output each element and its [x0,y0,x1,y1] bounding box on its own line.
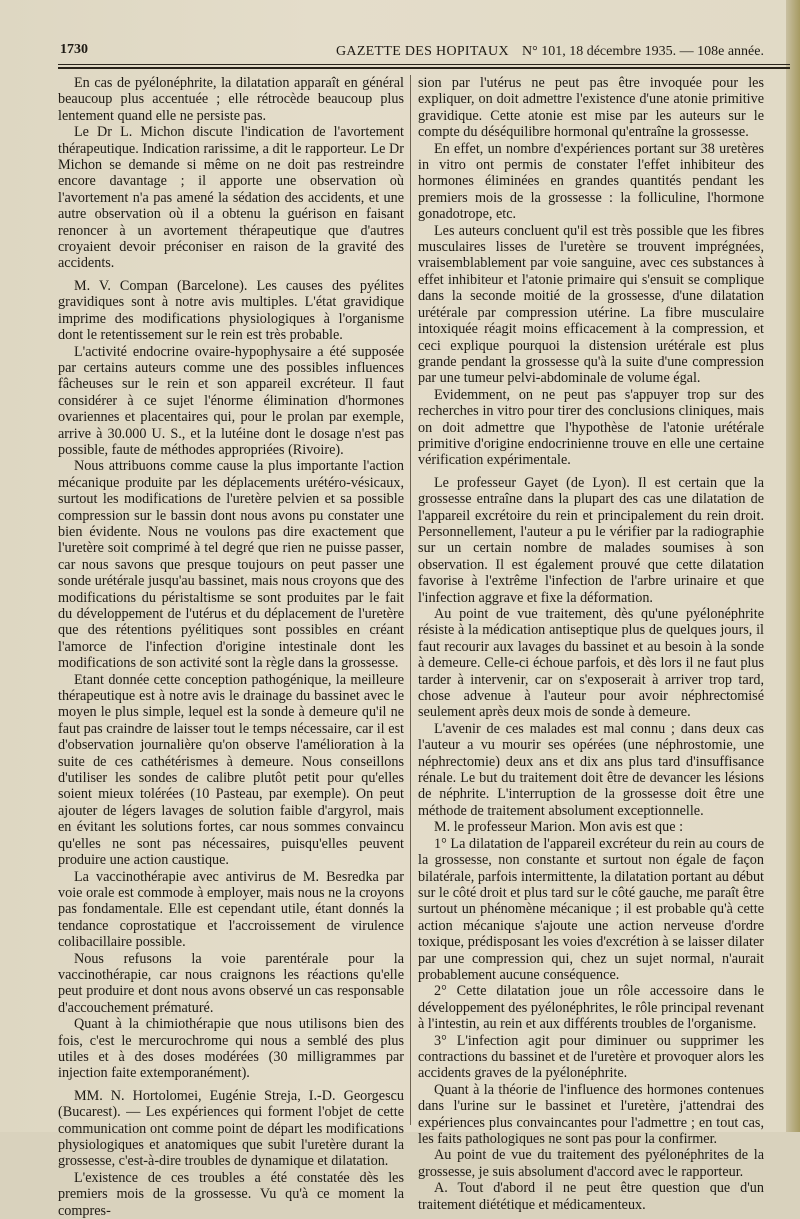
paragraph: La vaccinothérapie avec antivirus de M. Besredka par voie orale est commode à employer, mais nous ne la croyons pas fondamentale. Elle est cependant utile, étant donnés la tendance coprostatique et l'accroissement de virulence colibacillaire possible. [58,868,404,951]
paragraph: Nous refusons la voie parentérale pour la vaccinothérapie, car nous craignons les réactions qu'elle peut produire et dont nous avons observé un cas responsable d'accouchement prématuré. [58,950,404,1016]
paragraph: Au point de vue traitement, dès qu'une pyélonéphrite résiste à la médication antiseptique plus de quelques jours, il faut recourir aux lavages du bassinet et au besoin à la sonde à demeure. Celle-ci échoue parfois, et dès lors il ne faut plus tarder à intervenir, car on s'exposerait à arriver trop tard, chose advenue à l'auteur pour avoir néphrectomisé seulement après deux mois de sonde à demeure. [418,606,764,721]
paragraph: M. le professeur Marion. Mon avis est que : [434,819,684,836]
page-header [58,42,790,64]
paragraph: A. Tout d'abord il ne peut être question que d'un traitement diététique et médicamenteux. [418,1180,764,1213]
header-rule-thick [58,67,790,69]
page-number: 1730 [60,42,88,57]
paragraph: Quant à la théorie de l'influence des hormones contenues dans l'urine sur le bassinet et l'uretère, j'attendrai des expériences plus convaincantes pour l'admettre ; en tout cas, les faits pathologiques ne sont pas pour la confirmer. [418,1081,764,1147]
paragraph: 2° Cette dilatation joue un rôle accessoire dans le développement des pyélonéphrites, le rôle principal revenant à l'intestin, au rein et aux différents troubles de l'organisme. [418,983,764,1033]
paragraph: L'activité endocrine ovaire-hypophysaire a été supposée par certains auteurs comme une des possibles influences fâcheuses sur le rein et son appareil excréteur. Il faut considérer à ce sujet l'énorme élimination d'hormones ovariennes et placentaires qui, pour le prolan par exemple, arrive à 30.000 U. S., et la lutéine dont le dosage n'est pas possible, faute de méthodes appropriées (Rivoire). [58,343,404,458]
paragraph: En effet, un nombre d'expériences portant sur 38 uretères in vitro ont permis de constater l'effet inhibiteur des hormones éliminées en grandes quantités pendant les premiers mois de la grossesse : la folliculine, l'hormone gonadotrope, etc. [418,140,764,223]
paragraph: En cas de pyélonéphrite, la dilatation apparaît en général beaucoup plus accentuée ; elle rétrocède beaucoup plus lentement quand elle ne persiste pas. [58,75,404,124]
paragraph: sion par l'utérus ne peut pas être invoquée pour les expliquer, on doit admettre l'existence d'une atonie primitive gravidique. Cette atonie est mise par les auteurs sur le compte du déséquilibre hormonal qu'entraîne la grossesse. [418,75,764,141]
paragraph: 1° La dilatation de l'appareil excréteur du rein au cours de la grossesse, non constante et surtout non égale de façon bilatérale, parfois intermittente, la dilatation portant au début sur le côté droit et plus tard sur le côté gauche, me paraît être surtout un phénomène mécanique ; il est probable qu'à cette action mécanique s'ajoute une action nerveuse d'ordre toxique, prédisposant les voies d'excrétion à se laisser dilater par une compression qui, chez un sujet normal, n'aurait probablement aucune conséquence. [418,835,764,983]
journal-title: GAZETTE DES HOPITAUX [336,44,509,59]
paragraph: Au point de vue du traitement des pyélonéphrites de la grossesse, je suis absolument d'accord avec le rapporteur. [418,1147,764,1180]
paragraph: Quant à la chimiothérapie que nous utilisons bien des fois, c'est le mercurochrome qui nous a semblé des plus utiles et à des doses modérées (30 milligrammes par injection faite extemporanément). [58,1016,404,1082]
paragraph: Evidemment, on ne peut pas s'appuyer trop sur des recherches in vitro pour tirer des conclusions cliniques, mais on doit admettre que l'hypothèse de l'atonie urétérale primitive d'origine endocrinienne trouve en elle une certaine vérification expérimentale. [418,386,764,469]
paragraph: Le professeur Gayet (de Lyon). Il est certain que la grossesse entraîne dans la plupart des cas une dilatation de l'appareil excrétoire du rein et principalement du rein droit. Personnellement, l'auteur a pu le vérifier par la radiographie sur un certain nombre de malades soumises à son observation. Il est également prouvé que cette dilatation favorise à l'extrême l'infection de l'arbre urinaire et que l'infection aggrave et fixe la déformation. [418,474,764,606]
paragraph: MM. N. Hortolomei, Eugénie Streja, I.-D. Georgescu (Bucarest). — Les expériences qui forment l'objet de cette communication ont comme point de départ les modifications physiologiques et anatomiques que subit l'uretère durant la grossesse, c'est-à-dire troubles de dynamique et dilatation. [58,1087,404,1170]
paragraph: Nous attribuons comme cause la plus importante l'action mécanique produite par les déplacements urétéro-vésicaux, surtout les modifications de l'uretère pelvien et sa possible compression sur le bassin dont nous avons pu constater une bien évidente. Nous ne voulons pas dire exactement que l'uretère soit comprimé à tel degré que rien ne puisse passer, car nous savons que presque toujours on peut passer une sonde urétérale jusqu'au bassinet, mais nous croyons que des modifications du péristaltisme se sont produites par le fait du développement de l'utérus et du déplacement de l'uretère que des rétentions pyélitiques sont possibles en créant l'amorce de l'infection d'origine intestinale dont les modifications de son activité sont la règle dans la grossesse. [58,458,404,672]
right-column [418,75,764,1213]
paragraph: Etant donnée cette conception pathogénique, la meilleure thérapeutique est à notre avis le drainage du bassinet avec le moyen le plus simple, lequel est la sonde à demeure qu'il ne faut pas craindre de laisser tout le temps nécessaire, car il est d'observation journalière qu'on observe l'amélioration à la suite de ces cathétérismes à demeure. Nous conseillons d'utiliser les sondes de calibre plutôt petit pour qu'elles soient mieux tolérées (10 Pasteau, par exemple). On peut ajouter de légers lavages de solution faible d'argyrol, mais en évitant les solutions fortes, car nous sommes convaincu qu'elles ne sont pas nécessaires, puisqu'elles peuvent produire une action caustique. [58,671,404,869]
page-edge [786,0,800,1132]
paragraph: Le Dr L. Michon discute l'indication de l'avortement thérapeutique. Indication rarissime, a dit le rapporteur. Le Dr Michon se demande si même on ne doit pas restreindre encore davantage ; il apporte une observation où l'avortement n'a pas amené la sédation des accidents, et une autre observation où il a obtenu la guérison en faisant renoncer à un avortement thérapeutique que d'autres croyaient devoir préconiser en raison de la gravité des accidents. [58,124,404,272]
issue-line: N° 101, 18 décembre 1935. — 108e année. [522,44,764,59]
paragraph: 3° L'infection agit pour diminuer ou supprimer les contractions du bassinet et de l'uretère et provoquer alors les accidents graves de la pyélonéphrite. [418,1032,764,1082]
paragraph: L'avenir de ces malades est mal connu ; dans deux cas l'auteur a vu mourir ses opérées (une néphrostomie, une néphrectomie) deux ans et dix ans plus tard d'insuffisance rénale. Le but du traitement doit être de devancer les lésions de néphrite. L'interruption de la grossesse doit être une méthode de traitement absolument exceptionnelle. [418,720,764,819]
paragraph: Les auteurs concluent qu'il est très possible que les fibres musculaires lisses de l'uretère se trouvent imprégnées, vraisemblablement par voie sanguine, avec ces substances à effet inhibiteur et l'atonie primaire qui s'ensuit se complique dans la seconde moitié de la grossesse, d'une dilatation urétérale par compression utérine. La fibre musculaire intoxiquée réagit moins efficacement à la compression, et ceci explique pourquoi la distension urétérale est plus grande pendant la grossesse qu'à la suite d'une compression par une tumeur pelvi-abdominale de volume égal. [418,222,764,387]
column-divider [410,75,411,1125]
left-column [58,75,404,1219]
paragraph: L'existence de ces troubles a été constatée dès les premiers mois de la grossesse. Vu qu'à ce moment la compres- [58,1169,404,1219]
header-rule [58,64,790,65]
paragraph: M. V. Compan (Barcelone). Les causes des pyélites gravidiques sont à notre avis multiples. L'état gravidique imprime des modifications physiologiques à l'organisme dont le retentissement sur le rein est très probable. [58,277,404,344]
